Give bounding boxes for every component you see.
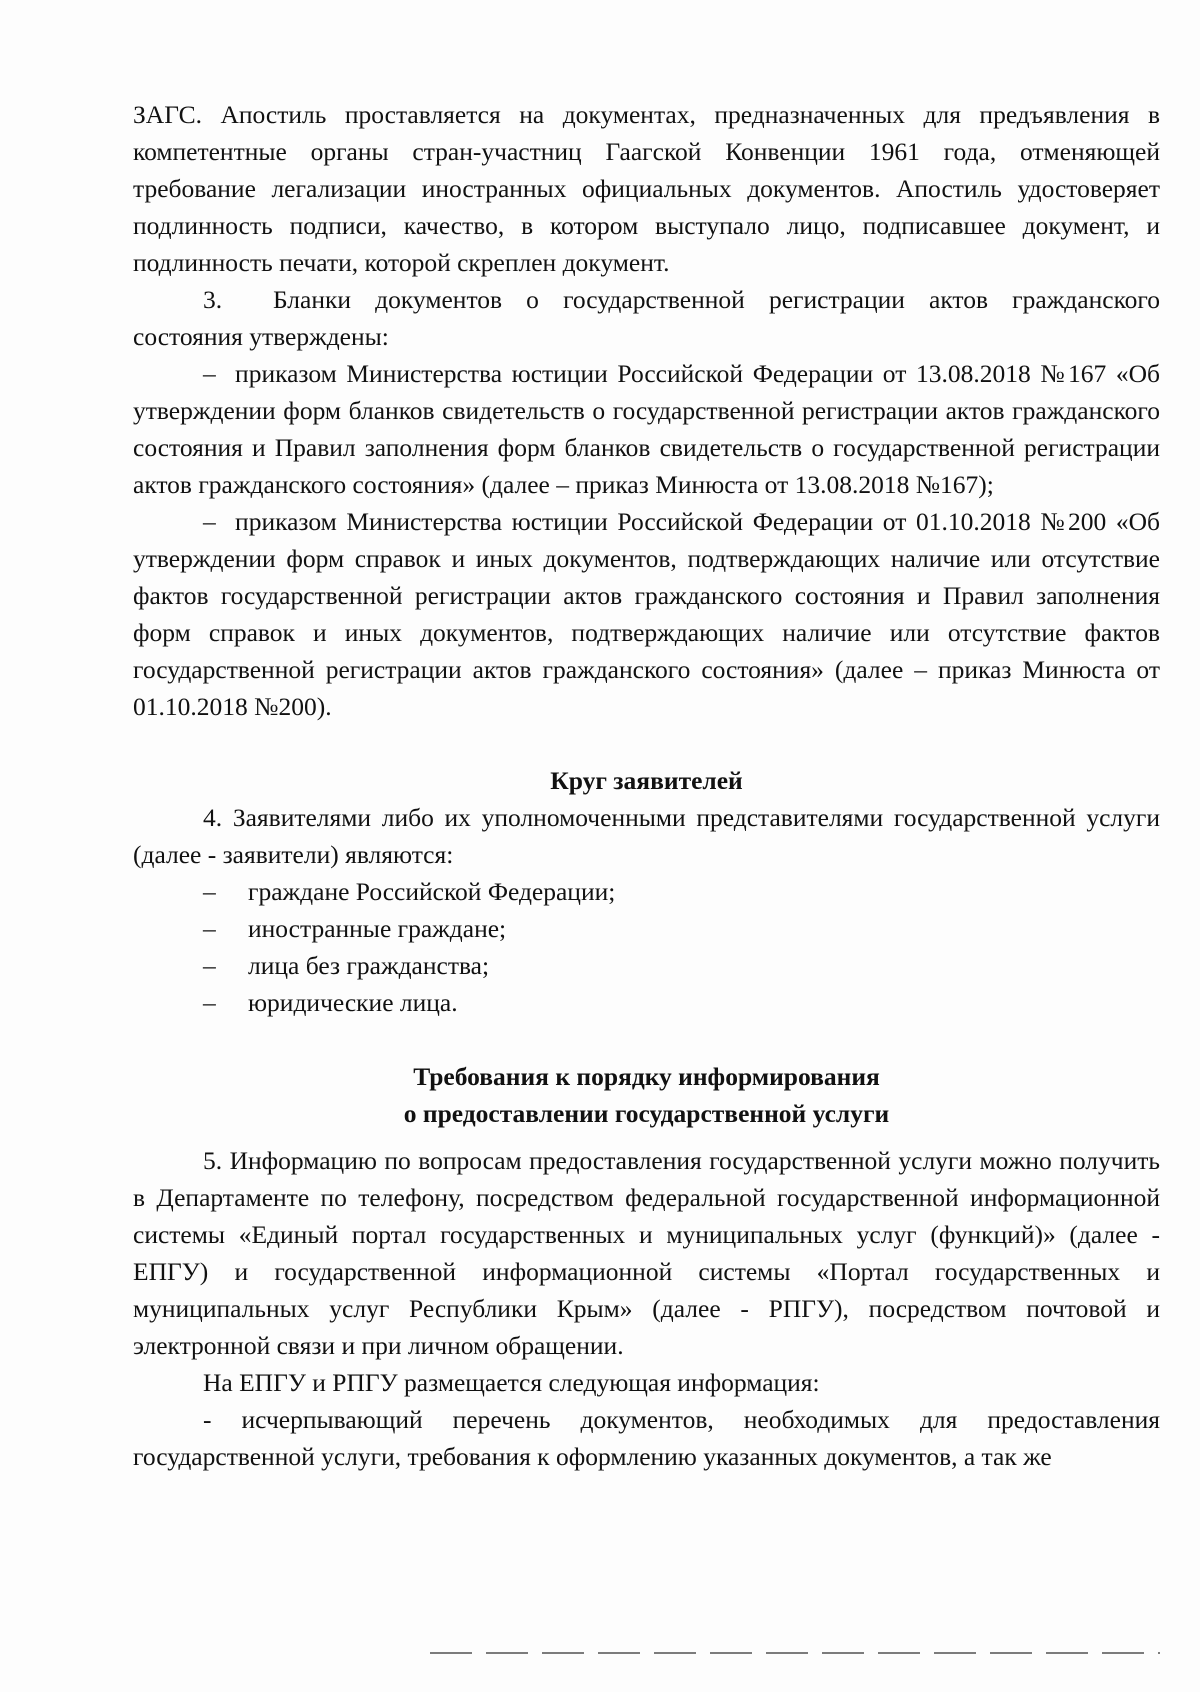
paragraph-documents-list: - исчерпывающий перечень документов, необходимых для предоставления государственной услуги, требования к оформлению указанных документов, а так же — [133, 1405, 1160, 1471]
list-dash: – — [203, 951, 216, 980]
list-item-text: иностранные граждане; — [248, 914, 507, 943]
paragraph-item-3 — [133, 281, 1160, 355]
paragraph-item-4: 4. Заявителями либо их уполномоченными представителями государственной услуги (далее - заявители) являются: — [133, 803, 1160, 869]
paragraph-order-167 — [133, 355, 1160, 503]
list-dash: – — [203, 988, 216, 1017]
list-item-text: лица без гражданства; — [248, 951, 490, 980]
list-item — [133, 947, 1160, 984]
order-200-text: приказом Министерства юстиции Российской Федерации от 01.10.2018 №200 «Об утверждении форм справок и иных документов, подтверждающих наличие или отсутствие фактов государственной регистрации актов гражданского состояния и Правил заполнения форм справок и иных документов, подтверждающих наличие или отсутствие фактов государственной регистрации актов гражданского состояния» (далее – приказ Минюста от 01.10.2018 №200). — [133, 507, 1161, 721]
item-3-text: Бланки документов о государственной регистрации актов гражданского состояния утверждены: — [133, 285, 1160, 351]
paragraph-portal-info: На ЕПГУ и РПГУ размещается следующая информация: — [203, 1368, 820, 1397]
order-200-dash: – — [203, 507, 216, 536]
document-body — [133, 96, 1160, 1475]
footer-rule — [430, 1652, 1160, 1654]
item-3-number: 3. — [203, 285, 223, 314]
order-167-text: приказом Министерства юстиции Российской Федерации от 13.08.2018 №167 «Об утверждении форм бланков свидетельств о государственной регистрации актов гражданского состояния и Правил заполнения форм бланков свидетельств о государственной регистрации актов гражданского состояния» (далее – приказ Минюста от 13.08.2018 №167); — [133, 359, 1161, 499]
paragraph-order-200 — [133, 503, 1160, 725]
heading-information-line-1: Требования к порядку информирования — [413, 1062, 880, 1091]
list-item-text: юридические лица. — [248, 988, 458, 1017]
list-item — [133, 984, 1160, 1021]
paragraph-apostille: ЗАГС. Апостиль проставляется на документах, предназначенных для предъявления в компетентные органы стран-участниц Гаагской Конвенции 1961 года, отменяющей требование легализации иностранных официальных документов. Апостиль удостоверяет подлинность подписи, качество, в котором выступало лицо, подписавшее документ, и подлинность печати, которой скреплен документ. — [133, 100, 1160, 277]
paragraph-item-5: 5. Информацию по вопросам предоставления государственной услуги можно получить в Департаменте по телефону, посредством федеральной государственной информационной системы «Единый портал государственных и муниципальных услуг (функций)» (далее - ЕПГУ) и государственной информационной системы «Портал государственных и муниципальных услуг Республики Крым» (далее - РПГУ), посредством почтовой и электронной связи и при личном обращении. — [133, 1146, 1160, 1360]
list-item — [133, 873, 1160, 910]
applicants-list — [133, 873, 1160, 1021]
order-167-dash: – — [203, 359, 216, 388]
list-item — [133, 910, 1160, 947]
list-dash: – — [203, 914, 216, 943]
heading-information-line-2: о предоставлении государственной услуги — [403, 1099, 890, 1128]
heading-applicants: Круг заявителей — [550, 766, 743, 795]
list-item-text: граждане Российской Федерации; — [248, 877, 616, 906]
list-dash: – — [203, 877, 216, 906]
